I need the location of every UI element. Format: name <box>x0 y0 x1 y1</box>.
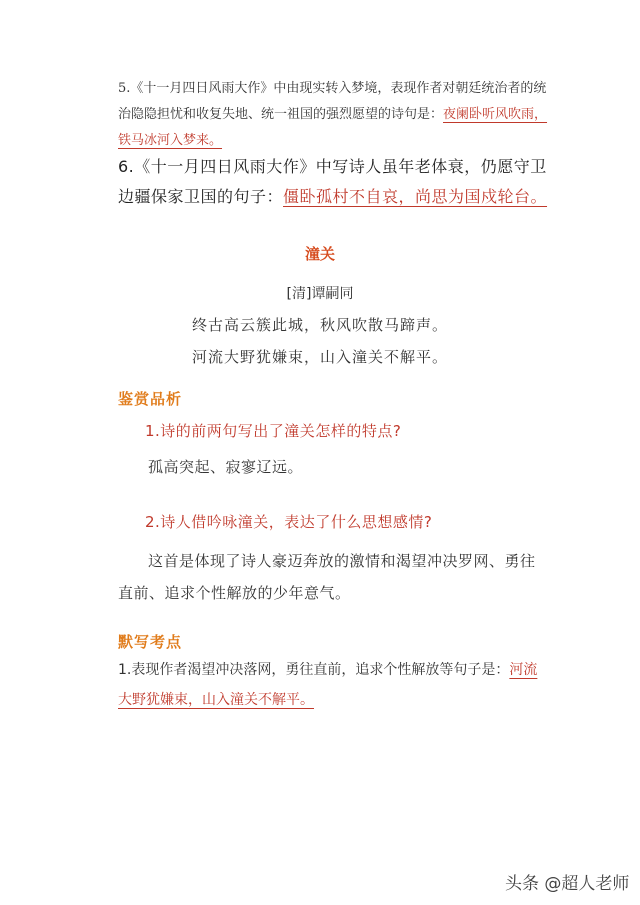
question-6 <box>118 152 558 212</box>
poem-author: [清]谭嗣同 <box>286 286 354 302</box>
poem-line-2: 河流大野犹嫌束，山入潼关不解平。 <box>191 348 448 366</box>
appreciation-answer-1: 孤高突起、寂寥辽远。 <box>148 458 304 476</box>
dictation-text: 1.表现作者渴望冲决落网，勇往直前，追求个性解放等句子是： <box>118 662 510 678</box>
dictation-question-1 <box>118 655 548 715</box>
question-5-text: 5.《十一月四日风雨大作》中由现实转入梦境，表现作者对朝廷统治者的统治隐隐担忧和收复失地、统一祖国的强烈愿望的诗句是： <box>118 81 547 122</box>
poem-line-1: 终古高云簇此城，秋风吹散马蹄声。 <box>191 316 448 334</box>
question-6-answer: 僵卧孤村不自哀，尚思为国戍轮台。 <box>283 187 548 206</box>
appreciation-heading: 鉴赏品析 <box>118 390 183 408</box>
watermark: 头条 @超人老师 <box>505 874 630 894</box>
appreciation-question-2: 2.诗人借吟咏潼关，表达了什么思想感情? <box>145 513 433 531</box>
dictation-heading: 默写考点 <box>118 633 183 651</box>
question-5-answer: 夜阑卧听风吹雨，铁马冰河入梦来。 <box>118 107 548 148</box>
question-5 <box>118 76 548 154</box>
appreciation-question-1: 1.诗的前两句写出了潼关怎样的特点? <box>145 422 402 440</box>
poem-title: 潼关 <box>304 245 335 263</box>
question-6-text: 6.《十一月四日风雨大作》中写诗人虽年老体衰，仍愿守卫边疆保家卫国的句子： <box>118 157 547 206</box>
appreciation-answer-2: 这首是体现了诗人豪迈奔放的激情和渴望冲决罗网、勇往直前、追求个性解放的少年意气。 <box>118 552 536 602</box>
dictation-answer: 河流大野犹嫌束，山入潼关不解平。 <box>118 662 538 708</box>
